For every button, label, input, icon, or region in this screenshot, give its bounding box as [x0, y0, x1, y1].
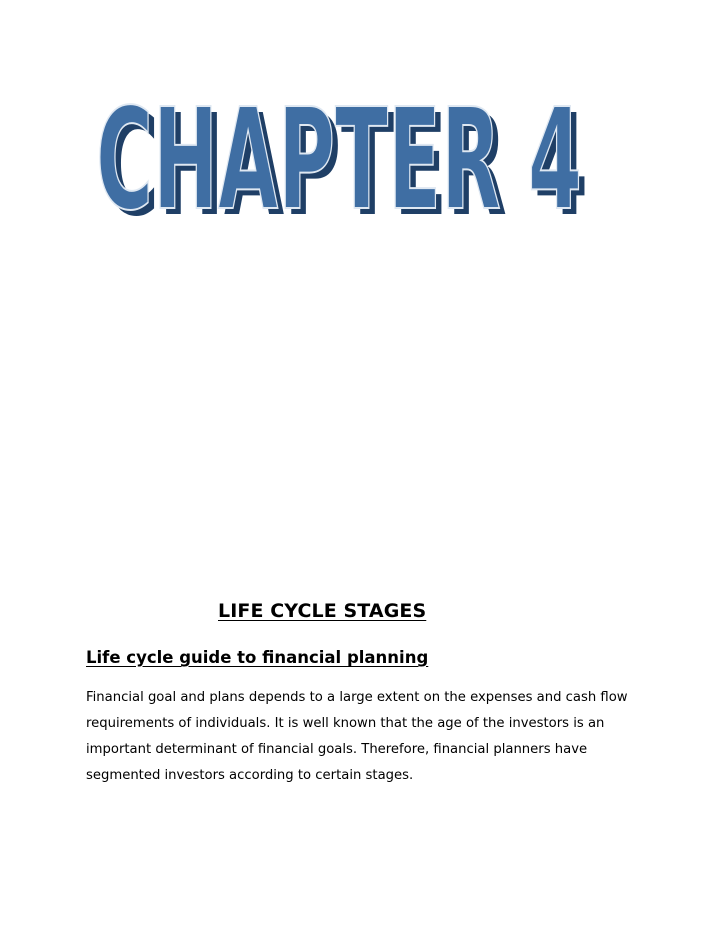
paragraph-line: segmented investors according to certain stages. — [86, 768, 414, 783]
body-paragraph — [86, 685, 656, 789]
paragraph-line: Financial goal and plans depends to a large extent on the expenses and cash flow — [86, 690, 628, 705]
paragraph-line: important determinant of financial goals. Therefore, financial planners have — [86, 742, 588, 757]
chapter-title-wordart — [80, 78, 600, 228]
subheading: Life cycle guide to financial planning — [86, 648, 429, 667]
chapter-title-shadow: CHAPTER 4 — [102, 85, 588, 228]
chapter-title-text: CHAPTER 4 — [96, 79, 582, 228]
section-heading: LIFE CYCLE STAGES — [218, 600, 427, 622]
paragraph-line: requirements of individuals. It is well known that the age of the investors is an — [86, 716, 605, 731]
chapter-title — [80, 78, 600, 228]
